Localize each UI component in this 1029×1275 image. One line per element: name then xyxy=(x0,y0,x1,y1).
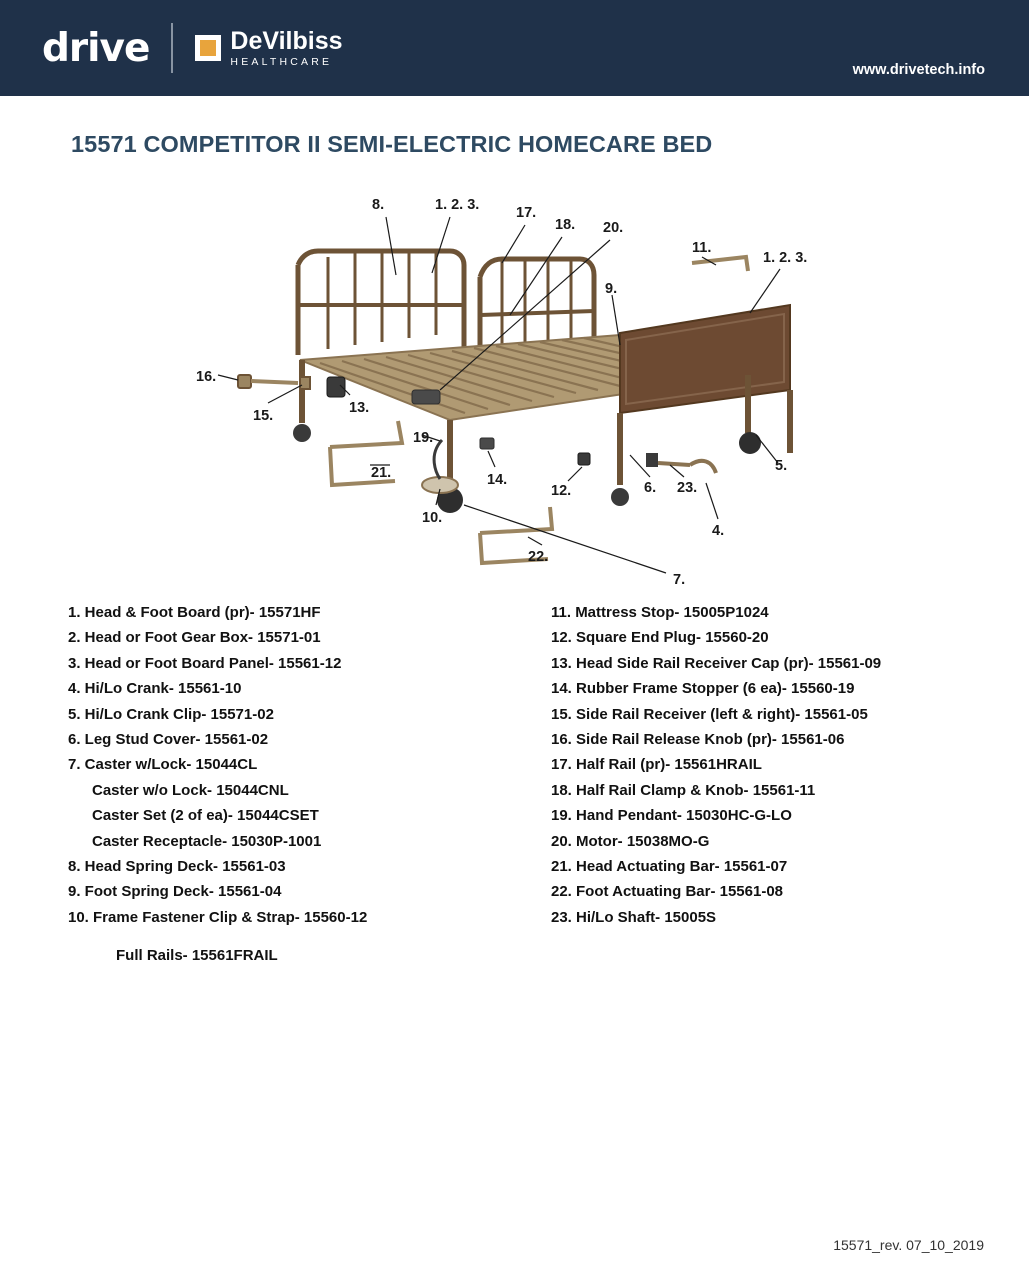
mattress-stop xyxy=(692,257,748,271)
devilbiss-mark-icon xyxy=(195,35,221,61)
part-item: 10. Frame Fastener Clip & Strap- 15560-12 xyxy=(68,908,368,926)
part-item: 17. Half Rail (pr)- 15561HRAIL xyxy=(551,756,762,774)
callout-6: 6. xyxy=(644,480,657,496)
callout-19: 19. xyxy=(413,430,434,446)
devilbiss-subtitle: HEALTHCARE xyxy=(230,55,333,68)
part-item: 2. Head or Foot Gear Box- 15571-01 xyxy=(68,629,321,647)
callout-11: 11. xyxy=(692,240,712,256)
devilbiss-name: DeVilbiss xyxy=(230,26,343,55)
callout-18: 18. xyxy=(555,217,576,233)
parts-column-right xyxy=(551,600,991,930)
caster-wheel xyxy=(611,488,629,506)
callout-5: 5. xyxy=(775,458,788,474)
rubber-frame-stopper xyxy=(480,438,494,449)
head-full-rail xyxy=(298,251,464,355)
revision-footer: 15571_rev. 07_10_2019 xyxy=(833,1237,984,1253)
part-item: 8. Head Spring Deck- 15561-03 xyxy=(68,858,286,876)
callout-16: 16. xyxy=(196,369,217,385)
callout-8: 8. xyxy=(372,197,385,213)
part-item: 15. Side Rail Receiver (left & right)- 15561-05 xyxy=(551,705,868,723)
part-item: 18. Half Rail Clamp & Knob- 15561-11 xyxy=(551,781,816,799)
callout-17: 17. xyxy=(516,205,537,221)
part-item: 22. Foot Actuating Bar- 15561-08 xyxy=(551,883,784,901)
part-item: 14. Rubber Frame Stopper (6 ea)- 15560-19 xyxy=(551,680,855,698)
part-item: 7. Caster w/Lock- 15044CL xyxy=(68,756,258,774)
full-rails-note: Full Rails- 15561FRAIL xyxy=(116,947,278,964)
part-item: 19. Hand Pendant- 15030HC-G-LO xyxy=(551,807,792,825)
callout-1-2-3-head: 1. 2. 3. xyxy=(435,197,480,213)
square-end-plug xyxy=(578,453,590,465)
part-item: Caster w/o Lock- 15044CNL xyxy=(92,781,289,799)
part-item: 1. Head & Foot Board (pr)- 15571HF xyxy=(68,604,321,621)
page-title: 15571 COMPETITOR II SEMI-ELECTRIC HOMECARE BED xyxy=(71,131,713,157)
hi-lo-crank xyxy=(646,453,716,473)
callout-9: 9. xyxy=(605,281,618,297)
parts-list xyxy=(0,600,1029,970)
part-item: 20. Motor- 15038MO-G xyxy=(551,832,710,850)
part-item: 5. Hi/Lo Crank Clip- 15571-02 xyxy=(68,705,274,723)
part-item: 13. Head Side Rail Receiver Cap (pr)- 15561-09 xyxy=(551,654,882,672)
callout-13: 13. xyxy=(349,400,370,416)
callout-21: 21. xyxy=(371,465,392,481)
caster-wheel xyxy=(293,424,311,442)
website-url[interactable]: www.drivetech.info xyxy=(852,62,985,78)
part-item: 23. Hi/Lo Shaft- 15005S xyxy=(551,908,717,926)
callout-22: 22. xyxy=(528,549,549,565)
bed-exploded-diagram xyxy=(150,185,910,590)
callout-4: 4. xyxy=(712,523,725,539)
page-header xyxy=(0,0,1029,96)
part-item: 4. Hi/Lo Crank- 15561-10 xyxy=(68,680,242,698)
callout-10: 10. xyxy=(422,510,443,526)
callout-15: 15. xyxy=(253,408,274,424)
part-item: 12. Square End Plug- 15560-20 xyxy=(551,629,769,647)
bed-diagram-svg xyxy=(150,185,910,590)
part-item: 6. Leg Stud Cover- 15561-02 xyxy=(68,731,269,749)
callout-14: 14. xyxy=(487,472,508,488)
part-item: Caster Receptacle- 15030P-1001 xyxy=(92,832,322,850)
logo-divider xyxy=(171,23,173,73)
callout-1-2-3-foot: 1. 2. 3. xyxy=(763,250,808,266)
callout-12: 12. xyxy=(551,483,572,499)
part-item: 9. Foot Spring Deck- 15561-04 xyxy=(68,883,282,901)
parts-column-left xyxy=(68,600,508,930)
caster-wheel xyxy=(739,432,761,454)
part-item: 21. Head Actuating Bar- 15561-07 xyxy=(551,858,788,876)
callout-20: 20. xyxy=(603,220,624,236)
drive-logo: drive xyxy=(42,25,150,71)
foot-board xyxy=(620,305,790,485)
callout-23: 23. xyxy=(677,480,698,496)
part-item: 3. Head or Foot Board Panel- 15561-12 xyxy=(68,654,342,672)
part-item: Caster Set (2 of ea)- 15044CSET xyxy=(92,807,319,825)
callout-7: 7. xyxy=(673,572,686,588)
part-item: 16. Side Rail Release Knob (pr)- 15561-06 xyxy=(551,731,845,749)
motor xyxy=(412,390,440,404)
devilbiss-logo xyxy=(195,26,343,68)
part-item: 11. Mattress Stop- 15005P1024 xyxy=(551,604,769,621)
